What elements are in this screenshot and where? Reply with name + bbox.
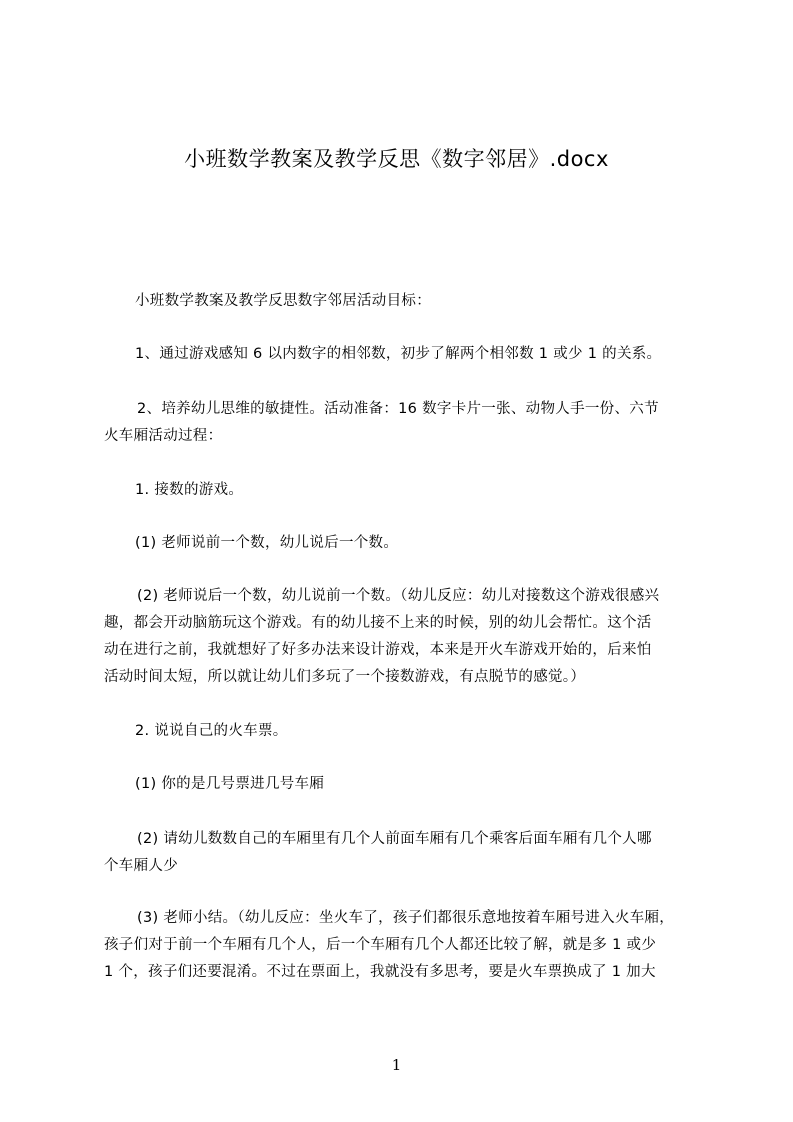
page-number: 1: [391, 1056, 402, 1074]
paragraph-line: (2) 请幼儿数数自己的车厢里有几个人前面车厢有几个乘客后面车厢有几个人哪: [137, 831, 652, 847]
paragraph-line: (3) 老师小结。（幼儿反应：坐火车了，孩子们都很乐意地按着车厢号进入火车厢，: [137, 910, 675, 926]
paragraph-step-2-1: [135, 771, 727, 798]
paragraph-line: 小班数学教案及教学反思数字邻居活动目标：: [135, 293, 431, 309]
paragraph-objectives-heading: [135, 288, 727, 315]
paragraph-line: 1、通过游戏感知 6 以内数字的相邻数，初步了解两个相邻数 1 或少 1 的关系。: [135, 346, 662, 362]
paragraph-step-1: [135, 477, 727, 504]
paragraph-line: 趣，都会开动脑筋玩这个游戏。有的幼儿接不上来的时候，别的幼儿会帮忙。这个活: [104, 615, 652, 631]
paragraph-line: 1 个，孩子们还要混淆。不过在票面上，我就没有多思考，要是火车票换成了 1 加大: [104, 964, 656, 980]
paragraph-step-2-2: [104, 826, 696, 880]
paragraph-step-1-2: [104, 583, 696, 691]
paragraph-line: (1) 你的是几号票进几号车厢: [135, 776, 325, 792]
paragraph-line: (1) 老师说前一个数，幼儿说后一个数。: [135, 535, 399, 551]
paragraph-line: 1. 接数的游戏。: [135, 482, 244, 498]
paragraph-step-2: [135, 718, 727, 745]
paragraph-line: 2. 说说自己的火车票。: [135, 723, 288, 739]
paragraph-line: 动在进行之前，我就想好了好多办法来设计游戏，本来是开火车游戏开始的，后来怕: [104, 642, 652, 658]
paragraph-line: 孩子们对于前一个车厢有几个人，后一个车厢有几个人都还比较了解，就是多 1 或少: [104, 937, 657, 953]
paragraph-line: 活动时间太短，所以就让幼儿们多玩了一个接数游戏，有点脱节的感觉。）: [104, 669, 586, 685]
paragraph-line: 个车厢人少: [104, 858, 178, 874]
paragraph-objective-1: [135, 341, 727, 368]
paragraph-step-2-3: [104, 905, 696, 986]
document-title: 小班数学教案及教学反思《数字邻居》.docx: [184, 147, 609, 171]
paragraph-step-1-1: [135, 530, 727, 557]
paragraph-line: 2、培养幼儿思维的敏捷性。活动准备：16 数字卡片一张、动物人手一份、六节: [137, 401, 659, 417]
paragraph-line: (2) 老师说后一个数，幼儿说前一个数。（幼儿反应：幼儿对接数这个游戏很感兴: [137, 588, 660, 604]
paragraph-line: 火车厢活动过程：: [104, 428, 223, 444]
paragraph-objective-2: [104, 396, 696, 450]
